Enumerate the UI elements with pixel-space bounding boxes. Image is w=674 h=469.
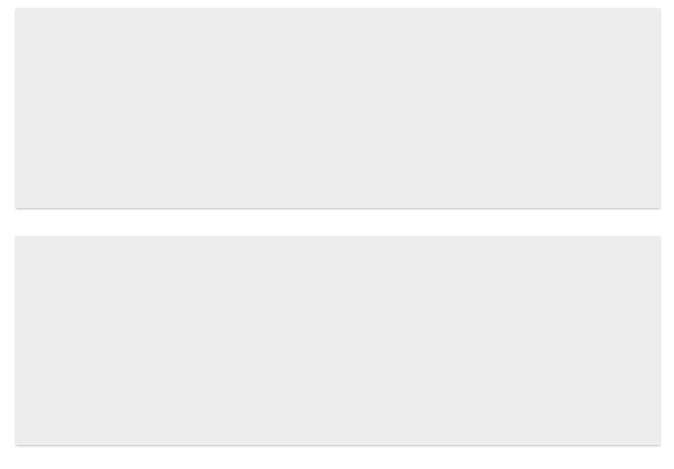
planner-top-sheet [16, 8, 660, 208]
planner-bottom-sheet [16, 236, 660, 445]
